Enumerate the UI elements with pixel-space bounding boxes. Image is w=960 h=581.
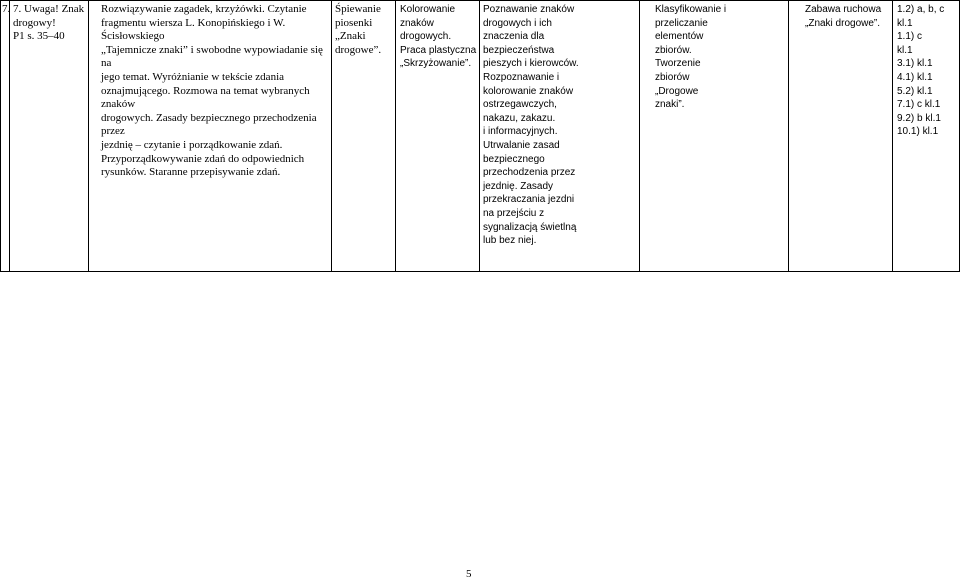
- cell-topic: [9, 1, 88, 271]
- cell-music-education: [331, 1, 395, 271]
- cell-polish-education: [88, 1, 331, 271]
- lesson-number-text: 7.: [2, 3, 11, 15]
- cell-social-nature-education: [479, 1, 639, 271]
- cell-art-education: [395, 1, 479, 271]
- curriculum-references-text: 1.2) a, b, c kl.1 1.1) c kl.1 3.1) kl.1 4.1) kl.1 5.2) kl.1 7.1) c kl.1 9.2) b kl.1 10.1) kl.1: [897, 4, 945, 138]
- music-education-text: Śpiewanie piosenki „Znaki drogowe”.: [335, 3, 382, 56]
- cell-lesson-number: [0, 1, 9, 271]
- lesson-plan-table: [0, 0, 960, 272]
- physical-education-text: Zabawa ruchowa „Znaki drogowe”.: [805, 4, 882, 29]
- page-number: 5: [466, 568, 472, 580]
- topic-text: 7. Uwaga! Znak drogowy! P1 s. 35–40: [13, 3, 85, 43]
- polish-education-text: Rozwiązywanie zagadek, krzyżówki. Czytanie fragmentu wiersza L. Konopińskiego i W. Ścisłowskiego „Tajemnicze znaki” i swobodne wypowiadanie się na jego temat. Wyróżnianie w tekście zdania oznajmującego. Rozmowa na temat wybranych znaków drogowych. Zasady bezpiecznego przechodzenia przez jezdnię – czytanie i porządkowanie zdań. Przyporządkowywanie zdań do odpowiednich rysunków. Staranne przepisywanie zdań.: [101, 3, 323, 179]
- math-education-text: Klasyfikowanie i przeliczanie elementów zbiorów. Tworzenie zbiorów „Drogowe znaki”.: [655, 4, 727, 111]
- cell-math-education: [639, 1, 788, 271]
- social-nature-education-text: Poznawanie znaków drogowych i ich znaczenia dla bezpieczeństwa pieszych i kierowców. Rozpoznawanie i kolorowanie znaków ostrzegawczych, nakazu, zakazu. i informacyjnych. Utrwalanie zasad bezpiecznego przechodzenia przez jezdnię. Zasady przekraczania jezdni na przejściu z sygnalizacją świetlną lub bez niej.: [483, 4, 579, 247]
- cell-physical-education: [788, 1, 892, 271]
- art-education-text: Kolorowanie znaków drogowych. Praca plastyczna „Skrzyżowanie”.: [400, 4, 477, 70]
- cell-curriculum-references: [892, 1, 960, 271]
